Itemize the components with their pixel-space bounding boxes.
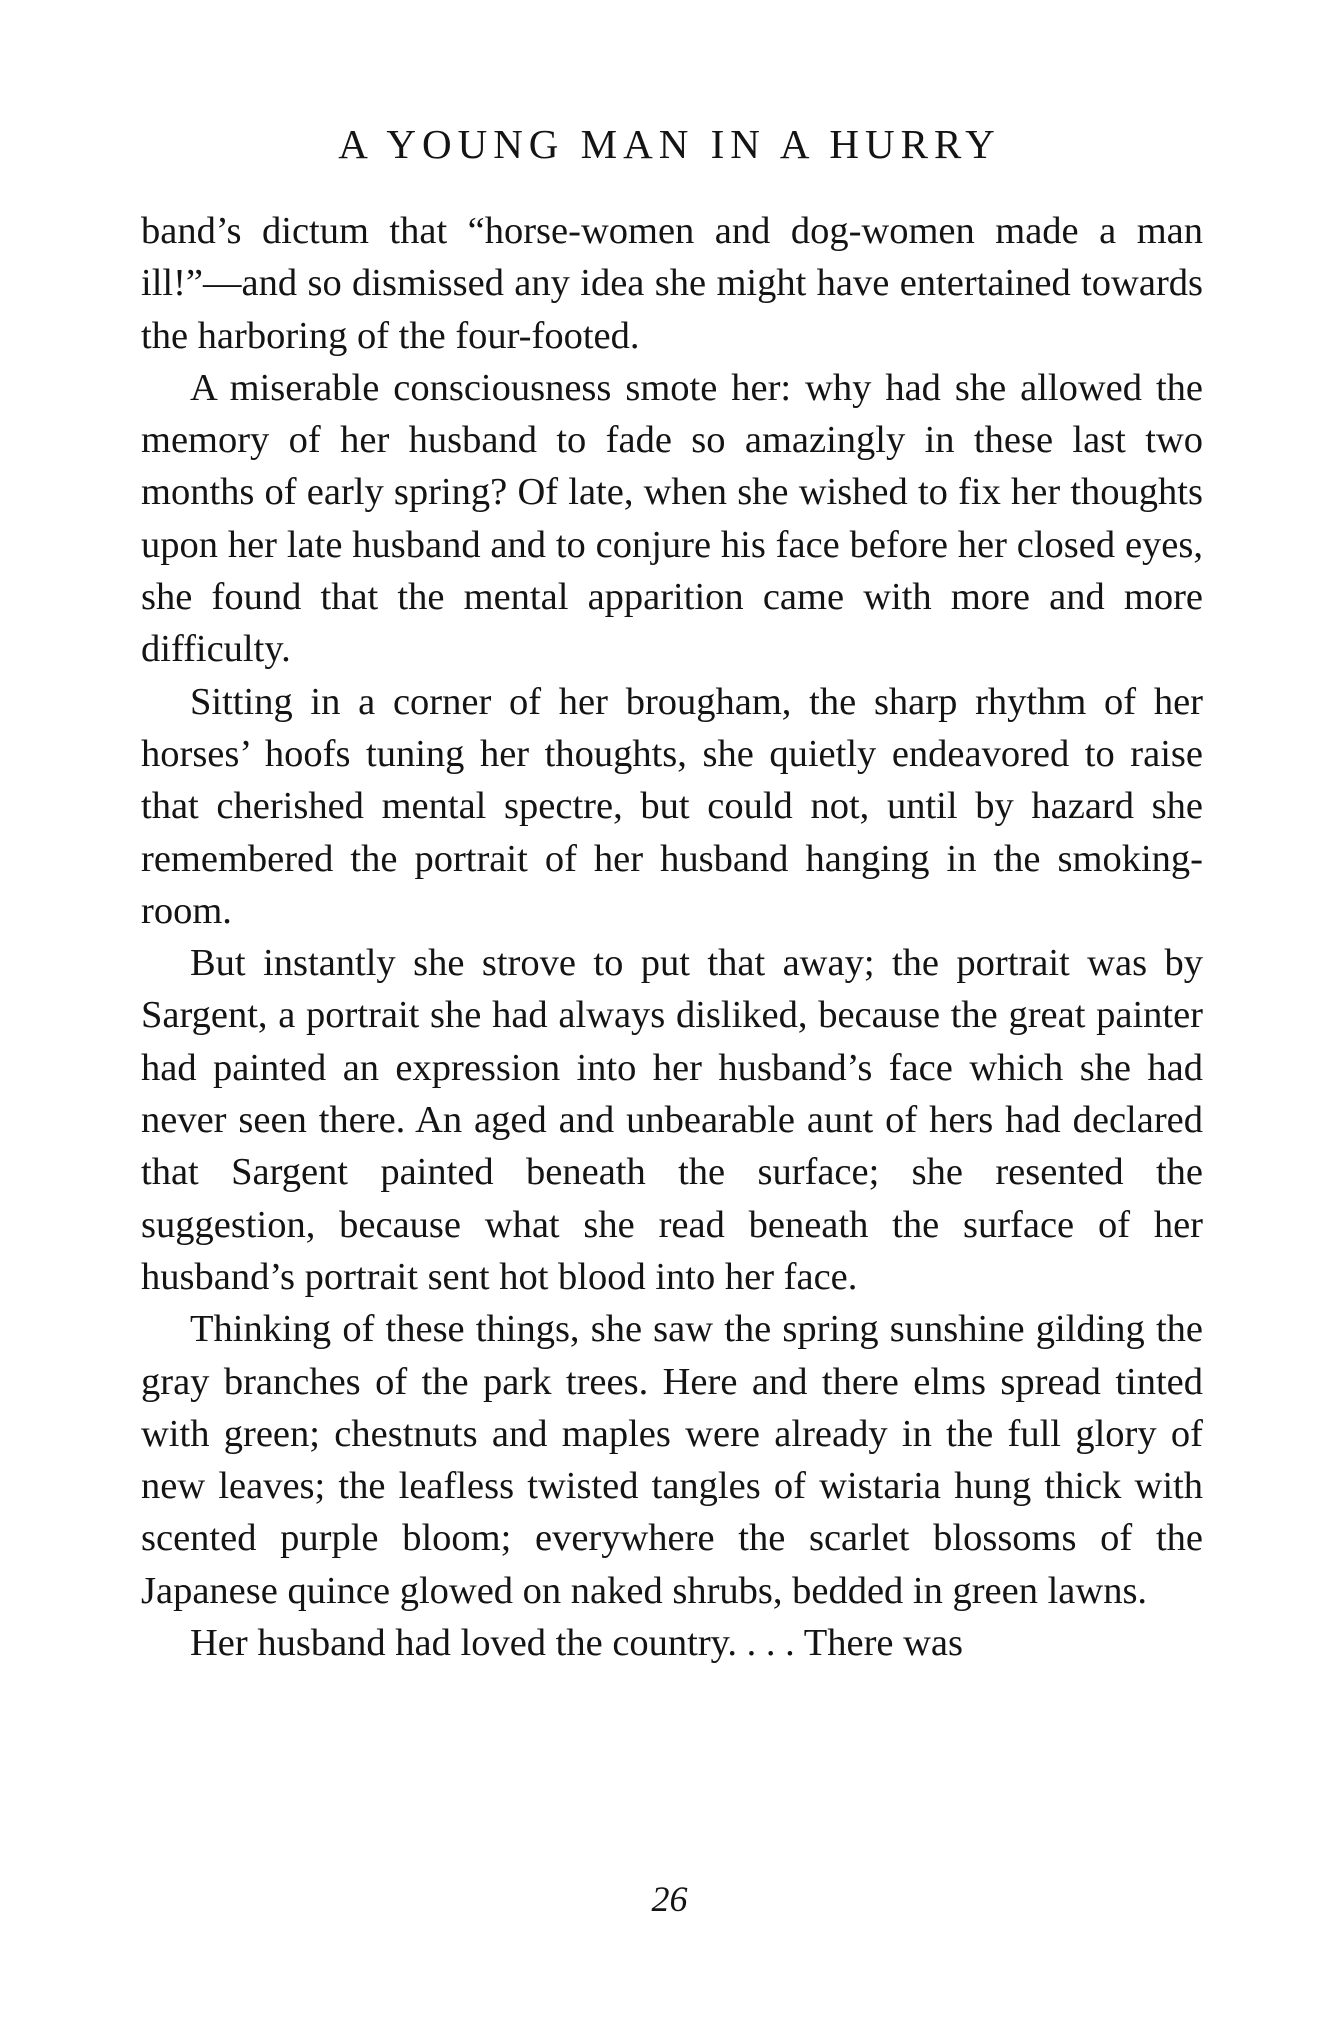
paragraph: Sitting in a corner of her brougham, the sharp rhythm of her horses’ hoofs tuning her thoughts, she quietly endeavored to raise that cherished mental spectre, but could not, until by hazard she remembered the portrait of her husband hanging in the smoking-room. <box>141 680 1203 932</box>
paragraph: A miserable consciousness smote her: why had she allowed the memory of her husband to fade so amazingly in these last two months of early spring? Of late, when she wished to fix her thoughts upon her late husband and to conjure his face before her closed eyes, she found that the mental apparition came with more and more difficulty. <box>141 366 1203 671</box>
paragraph: Thinking of these things, she saw the spring sunshine gilding the gray branches of the park trees. Here and there elms spread tinted with green; chestnuts and maples were already in the full glory of new leaves; the leafless twisted tangles of wistaria hung thick with scented purple bloom; everywhere the scarlet blossoms of the Japanese quince glowed on naked shrubs, bedded in green lawns. <box>141 1308 1203 1612</box>
paragraph: band’s dictum that “horse-women and dog-women made a man ill!”—and so dismissed any idea she might have entertained towards the harboring of the four-footed. <box>141 210 1203 357</box>
page-number: 26 <box>651 1879 688 1919</box>
paragraph-last-line: Her husband had loved the country. . . . There was <box>190 1622 963 1665</box>
running-head: A YOUNG MAN IN A HURRY <box>338 121 1001 167</box>
body-text <box>141 205 1203 1669</box>
paragraph: But instantly she strove to put that away; the portrait was by Sargent, a portrait she had always disliked, because the great painter had painted an expression into her husband’s face which she had never seen there. An aged and unbearable aunt of hers had declared that Sargent painted beneath the surface; she resented the suggestion, because what she read beneath the surface of her husband’s portrait sent hot blood into her face. <box>141 942 1203 1298</box>
